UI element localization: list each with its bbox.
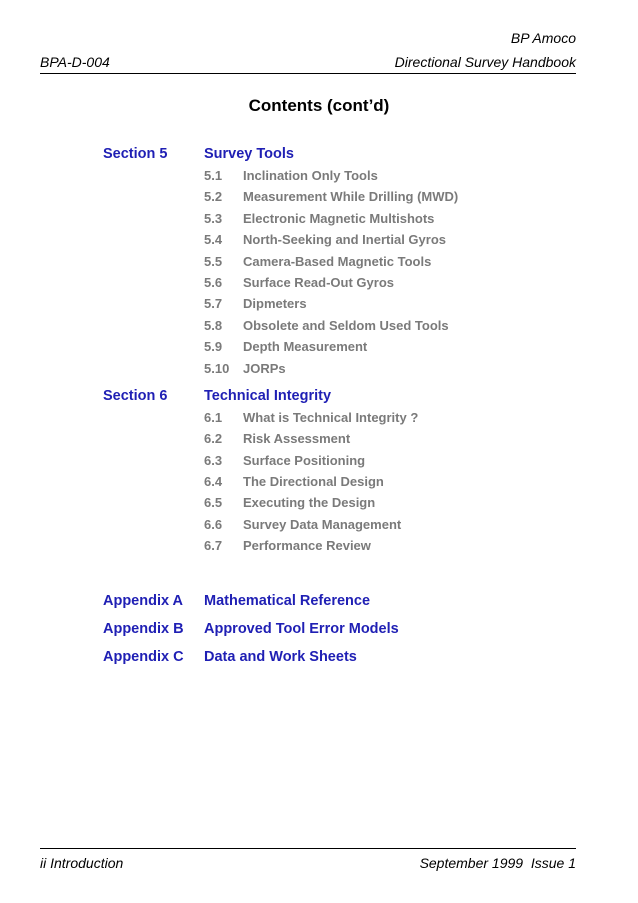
appendix-label: Appendix B <box>103 620 184 637</box>
toc-entry[interactable] <box>103 453 458 474</box>
footer-section: ii Introduction <box>40 855 124 871</box>
entry-number: 6.5 <box>204 495 223 511</box>
toc-entry[interactable] <box>103 410 458 431</box>
entry-title[interactable]: The Directional Design <box>243 474 384 490</box>
entry-title[interactable]: Electronic Magnetic Multishots <box>243 210 435 226</box>
entry-title[interactable]: Performance Review <box>243 538 371 554</box>
appendix-title[interactable]: Data and Work Sheets <box>204 648 357 665</box>
entry-number: 5.5 <box>204 253 223 269</box>
entry-title[interactable]: Measurement While Drilling (MWD) <box>243 189 459 205</box>
entry-number: 6.7 <box>204 538 223 554</box>
entry-title[interactable]: Dipmeters <box>243 296 307 312</box>
section-5-heading[interactable] <box>103 146 458 168</box>
entry-title[interactable]: Risk Assessment <box>243 431 351 447</box>
toc-entry[interactable] <box>103 296 458 317</box>
entry-title[interactable]: Executing the Design <box>243 495 376 511</box>
toc-entry[interactable] <box>103 168 458 189</box>
entry-number: 5.8 <box>204 317 223 333</box>
table-of-contents <box>103 146 458 677</box>
entry-title[interactable]: Depth Measurement <box>243 339 368 355</box>
appendix-b-entry[interactable] <box>103 621 458 649</box>
toc-entry[interactable] <box>103 211 458 232</box>
entry-number: 5.6 <box>204 274 223 290</box>
entry-number: 5.9 <box>204 339 223 355</box>
toc-entry[interactable] <box>103 474 458 495</box>
footer-rule <box>40 848 576 849</box>
toc-entry[interactable] <box>103 275 458 296</box>
toc-entry[interactable] <box>103 189 458 210</box>
spacer <box>103 560 458 593</box>
entry-number: 5.3 <box>204 210 223 226</box>
entry-number: 5.2 <box>204 189 223 205</box>
entry-number: 5.7 <box>204 296 223 312</box>
toc-entry[interactable] <box>103 495 458 516</box>
entry-title[interactable]: Survey Data Management <box>243 516 402 532</box>
header-doc-title: Directional Survey Handbook <box>394 54 576 70</box>
toc-entry[interactable] <box>103 361 458 382</box>
toc-entry[interactable] <box>103 517 458 538</box>
toc-entry[interactable] <box>103 232 458 253</box>
appendix-title[interactable]: Approved Tool Error Models <box>204 620 399 637</box>
entry-number: 5.4 <box>204 232 223 248</box>
entry-number: 6.3 <box>204 452 223 468</box>
entry-title[interactable]: What is Technical Integrity ? <box>243 409 419 425</box>
entry-title[interactable]: JORPs <box>243 360 286 376</box>
appendix-label: Appendix A <box>103 592 184 609</box>
entry-number: 6.6 <box>204 516 223 532</box>
appendix-a-entry[interactable] <box>103 593 458 621</box>
entry-title[interactable]: Surface Positioning <box>243 452 366 468</box>
section-6-heading[interactable] <box>103 388 458 410</box>
section-label: Section 5 <box>103 146 168 162</box>
header-company: BP Amoco <box>510 30 576 46</box>
entry-number: 6.2 <box>204 431 223 447</box>
page-title: Contents (cont’d) <box>248 96 390 115</box>
entry-title[interactable]: Camera-Based Magnetic Tools <box>243 253 432 269</box>
toc-entry[interactable] <box>103 431 458 452</box>
toc-entry[interactable] <box>103 339 458 360</box>
header-rule <box>40 73 576 74</box>
section-title[interactable]: Technical Integrity <box>204 387 332 404</box>
header-doc-id: BPA-D-004 <box>40 54 110 70</box>
toc-entry[interactable] <box>103 318 458 339</box>
entry-number: 5.10 <box>204 360 230 376</box>
entry-title[interactable]: North-Seeking and Inertial Gyros <box>243 232 446 248</box>
footer-date-issue: September 1999 Issue 1 <box>419 855 576 871</box>
section-title[interactable]: Survey Tools <box>204 146 294 162</box>
entry-title[interactable]: Surface Read-Out Gyros <box>243 274 394 290</box>
appendix-label: Appendix C <box>103 648 184 665</box>
entry-title[interactable]: Obsolete and Seldom Used Tools <box>243 317 449 333</box>
entry-title[interactable]: Inclination Only Tools <box>243 168 378 183</box>
entry-number: 5.1 <box>204 168 223 183</box>
entry-number: 6.1 <box>204 409 223 425</box>
toc-entry[interactable] <box>103 254 458 275</box>
entry-number: 6.4 <box>204 474 223 490</box>
section-label: Section 6 <box>103 387 168 404</box>
appendix-title[interactable]: Mathematical Reference <box>204 592 371 609</box>
appendix-c-entry[interactable] <box>103 649 458 677</box>
toc-entry[interactable] <box>103 538 458 559</box>
